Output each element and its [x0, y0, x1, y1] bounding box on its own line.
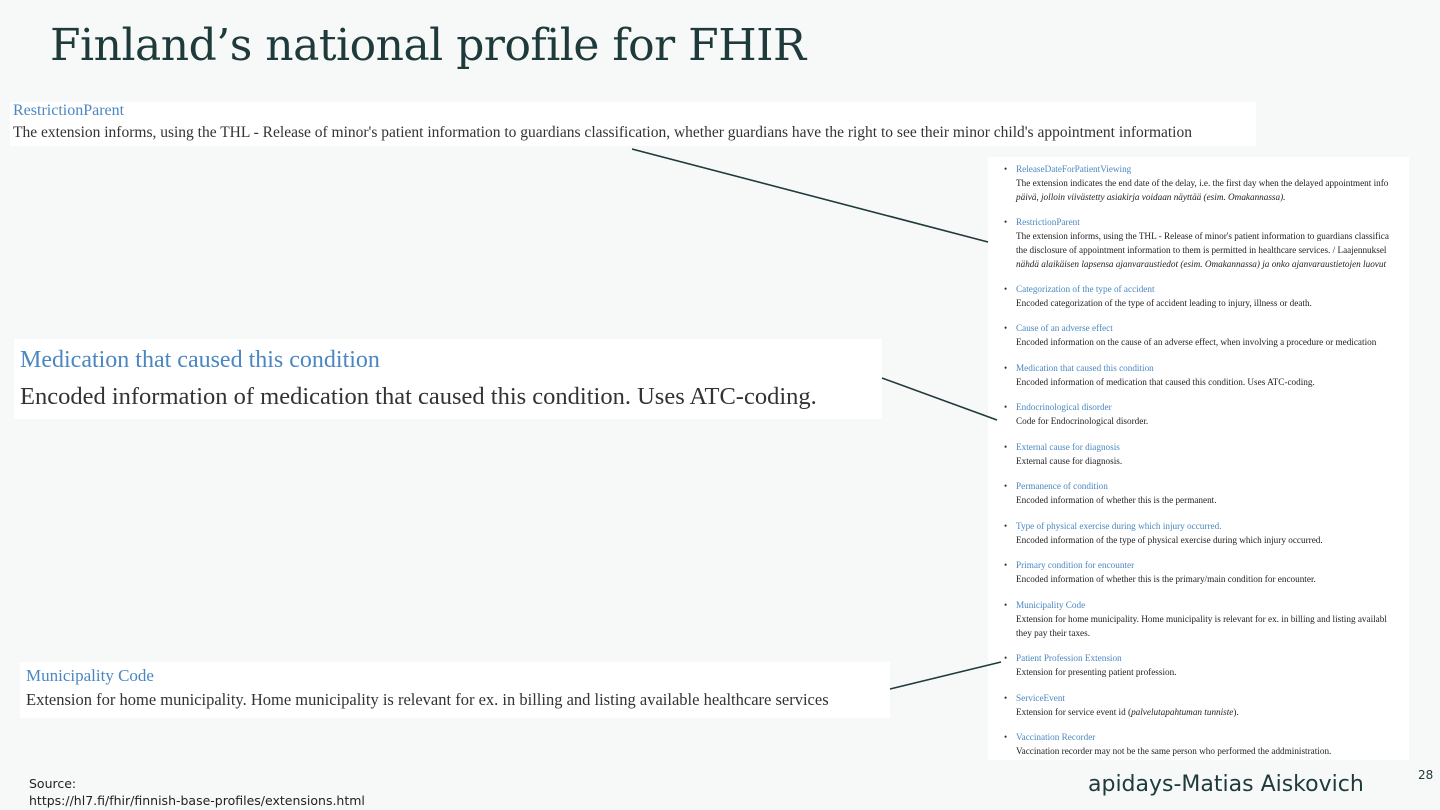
- extension-link[interactable]: Categorization of the type of accident: [1016, 284, 1155, 294]
- description-line: Vaccination recorder may not be the same person who performed the addministration.: [1016, 746, 1332, 756]
- extensions-list-screenshot: [988, 157, 1409, 760]
- bullet-icon: •: [1004, 402, 1008, 412]
- bullet-icon: •: [1004, 164, 1008, 174]
- bullet-icon: •: [1004, 217, 1008, 227]
- description-segment: Extension for service event id (: [1016, 707, 1132, 717]
- connector-line-municipality: [890, 662, 1001, 689]
- extension-description: [1016, 376, 1315, 390]
- bullet-icon: •: [1004, 600, 1008, 610]
- description-line: Encoded information of whether this is the permanent.: [1016, 495, 1217, 505]
- extension-link[interactable]: Medication that caused this condition: [1016, 363, 1154, 373]
- extension-description: [1016, 494, 1217, 508]
- extension-description: [1016, 297, 1312, 311]
- description-line: Encoded information of whether this is the primary/main condition for encounter.: [1016, 574, 1316, 584]
- connector-line-restriction: [632, 149, 988, 242]
- extension-description: [1016, 336, 1376, 350]
- bullet-icon: •: [1004, 521, 1008, 531]
- extension-link[interactable]: Permanence of condition: [1016, 481, 1108, 491]
- description-line: päivä, jolloin viivästetty asiakirja voidaan näyttää (esim. Omakannassa).: [1016, 191, 1286, 202]
- slide-title: Finland’s national profile for FHIR: [50, 20, 806, 71]
- extension-link[interactable]: RestrictionParent: [1016, 217, 1080, 227]
- extension-description: [1016, 177, 1388, 205]
- extension-description: [1016, 573, 1316, 587]
- extension-link[interactable]: ServiceEvent: [1016, 693, 1065, 703]
- callout-description: Extension for home municipality. Home municipality is relevant for ex. in billing and listing available healthcare services: [26, 690, 829, 709]
- footer-author: apidays-Matias Aiskovich: [1088, 772, 1364, 797]
- description-line: The extension informs, using the THL - Release of minor's patient information to guardians classifica: [1016, 231, 1389, 241]
- extension-link[interactable]: Type of physical exercise during which injury occurred.: [1016, 521, 1222, 531]
- description-segment: palvelutapahtuman tunniste: [1131, 707, 1234, 717]
- bullet-icon: •: [1004, 363, 1008, 373]
- bullet-icon: •: [1004, 481, 1008, 491]
- bullet-icon: •: [1004, 732, 1008, 742]
- callout-description: Encoded information of medication that caused this condition. Uses ATC-coding.: [20, 383, 817, 410]
- description-line: Extension for home municipality. Home municipality is relevant for ex. in billing and listing availabl: [1016, 614, 1387, 624]
- bullet-icon: •: [1004, 284, 1008, 294]
- description-line: they pay their taxes.: [1016, 627, 1090, 638]
- extension-link[interactable]: Endocrinological disorder: [1016, 402, 1112, 412]
- callout-medication: [14, 339, 882, 419]
- callout-title[interactable]: Municipality Code: [26, 666, 154, 685]
- description-line: nähdä alaikäisen lapsensa ajanvaraustiedot (esim. Omakannassa) ja onko ajanvaraustietojen luovut: [1016, 258, 1387, 269]
- callout-title[interactable]: RestrictionParent: [13, 102, 125, 119]
- extension-link[interactable]: Patient Profession Extension: [1016, 653, 1122, 663]
- callout-municipality-code: [20, 662, 890, 718]
- extension-description: [1016, 455, 1122, 469]
- bullet-icon: •: [1004, 653, 1008, 663]
- description-line: Encoded information of medication that caused this condition. Uses ATC-coding.: [1016, 377, 1315, 387]
- description-line: Code for Endocrinological disorder.: [1016, 416, 1149, 426]
- extension-description: [1016, 230, 1389, 271]
- extension-link[interactable]: Vaccination Recorder: [1016, 732, 1096, 742]
- description-line: Extension for presenting patient profession.: [1016, 667, 1177, 677]
- extension-description: [1016, 613, 1387, 641]
- extension-description: [1016, 706, 1239, 720]
- description-line: the disclosure of appointment information to them is permitted in healthcare services. / Laajennuksel: [1016, 244, 1387, 255]
- callout-title[interactable]: Medication that caused this condition: [20, 347, 380, 373]
- connector-line-medication: [882, 378, 997, 420]
- description-segment: ).: [1233, 707, 1239, 717]
- bullet-icon: •: [1004, 323, 1008, 333]
- extension-link[interactable]: Municipality Code: [1016, 600, 1086, 610]
- bullet-icon: •: [1004, 560, 1008, 570]
- description-line: The extension indicates the end date of the delay, i.e. the first day when the delayed appointment info: [1016, 178, 1389, 188]
- extension-description: [1016, 534, 1323, 548]
- callout-restriction-parent: [10, 102, 1256, 146]
- description-line: External cause for diagnosis.: [1016, 456, 1123, 466]
- bullet-icon: •: [1004, 693, 1008, 703]
- source-label: Source:: [29, 776, 77, 791]
- source-url[interactable]: https://hl7.fi/fhir/finnish-base-profiles/extensions.html: [29, 793, 365, 808]
- extension-description: [1016, 666, 1177, 680]
- callout-description: The extension informs, using the THL - Release of minor's patient information to guardians classification, whether guardians have the right to see their minor child's appointment information: [13, 124, 1192, 141]
- description-line: Encoded information on the cause of an adverse effect, when involving a procedure or medication: [1016, 337, 1377, 347]
- extension-link[interactable]: External cause for diagnosis: [1016, 442, 1120, 452]
- description-line: Encoded information of the type of physical exercise during which injury occurred.: [1016, 535, 1323, 545]
- extension-link[interactable]: Primary condition for encounter: [1016, 560, 1135, 570]
- extension-description: [1016, 745, 1331, 759]
- extension-link[interactable]: ReleaseDateForPatientViewing: [1016, 164, 1132, 174]
- bullet-icon: •: [1004, 442, 1008, 452]
- extension-description: [1016, 415, 1148, 429]
- extension-link[interactable]: Cause of an adverse effect: [1016, 323, 1113, 333]
- description-line: Encoded categorization of the type of accident leading to injury, illness or death.: [1016, 298, 1312, 308]
- page-number: 28: [1418, 768, 1434, 782]
